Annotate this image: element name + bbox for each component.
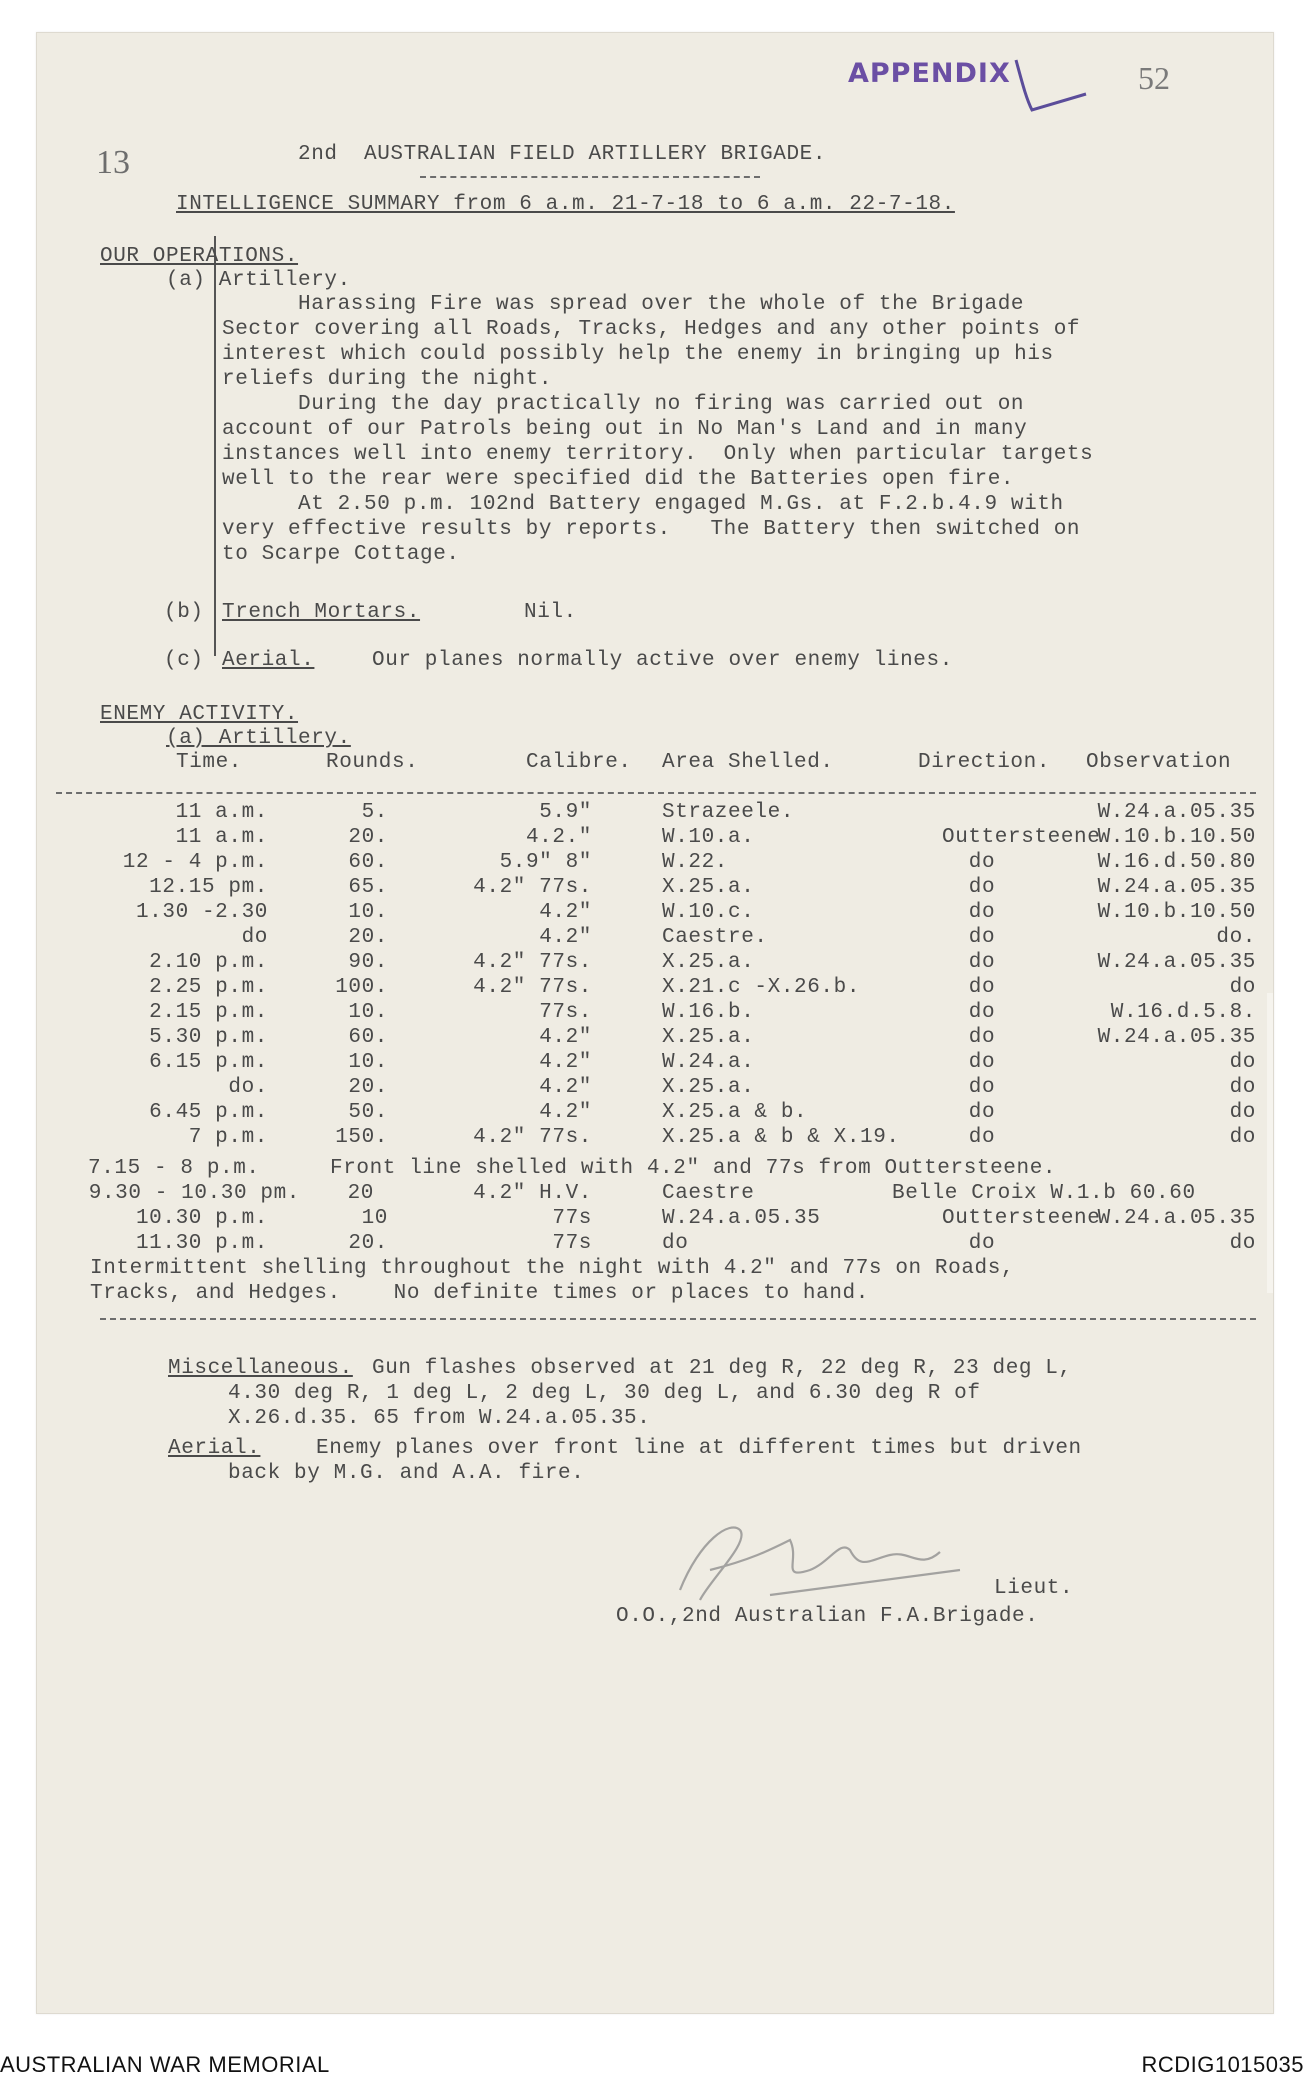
table-cell: do xyxy=(968,1001,996,1024)
table-cell: 20. xyxy=(348,1076,388,1099)
table-cell: do. xyxy=(1216,926,1256,949)
row-715-text: Front line shelled with 4.2" and 77s from Outtersteene. xyxy=(330,1157,1057,1180)
table-cell: Strazeele. xyxy=(662,801,795,824)
table-cell: W.10.a. xyxy=(662,826,755,849)
table-cell: 10. xyxy=(348,1001,388,1024)
table-cell: 4.2" 77s. xyxy=(473,876,592,899)
table-cell: Outtersteene xyxy=(942,1207,1101,1230)
table-cell: 4.2" xyxy=(539,926,592,949)
table-cell: 6.15 p.m. xyxy=(149,1051,268,1074)
table-cell: Outtersteene xyxy=(942,826,1101,849)
table-cell: W.10.c. xyxy=(662,901,755,924)
table-cell: 11 a.m. xyxy=(175,801,268,824)
margin-line xyxy=(214,236,216,656)
enemy-aerial-heading: Aerial. xyxy=(168,1437,261,1460)
aerial-text: Our planes normally active over enemy lines. xyxy=(372,649,953,672)
table-cell: 65. xyxy=(348,876,388,899)
table-cell: 50. xyxy=(348,1101,388,1124)
table-cell: X.25.a & b. xyxy=(662,1101,808,1124)
table-cell: 77s xyxy=(552,1207,592,1230)
table-cell: do xyxy=(241,926,268,949)
table-cell: Belle Croix W.1.b 60.60 xyxy=(892,1182,1196,1205)
table-cell: 60. xyxy=(348,1026,388,1049)
footer-institution: AUSTRALIAN WAR MEMORIAL xyxy=(0,2052,330,2077)
table-bottom-rule xyxy=(100,1318,1256,1320)
table-cell: 150. xyxy=(335,1126,388,1149)
table-cell: 2.10 p.m. xyxy=(149,951,268,974)
aerial-heading: Aerial. xyxy=(222,649,315,672)
table-cell: do xyxy=(1229,1126,1256,1149)
table-cell: X.25.a. xyxy=(662,951,755,974)
table-cell: 12.15 pm. xyxy=(149,876,268,899)
table-cell: 12 - 4 p.m. xyxy=(122,851,268,874)
table-cell: 4.2" xyxy=(539,1076,592,1099)
our-operations-heading: OUR OPERATIONS. xyxy=(100,245,299,268)
table-cell: 4.2" xyxy=(539,1051,592,1074)
table-cell: X.25.a & b & X.19. xyxy=(662,1126,900,1149)
table-cell: 4.2" 77s. xyxy=(473,976,592,999)
table-cell: 10 xyxy=(361,1207,388,1230)
table-cell: X.21.c -X.26.b. xyxy=(662,976,861,999)
table-cell: do xyxy=(968,851,996,874)
table-cell: do xyxy=(662,1232,689,1255)
trench-mortars-heading: Trench Mortars. xyxy=(222,601,421,624)
signature-rank: Lieut. xyxy=(994,1577,1074,1600)
col-calibre: Calibre. xyxy=(526,751,632,774)
table-cell: 9.30 - 10.30 pm. xyxy=(88,1182,300,1205)
table-cell: 11 a.m. xyxy=(175,826,268,849)
table-cell: 20. xyxy=(348,826,388,849)
table-cell: 60. xyxy=(348,851,388,874)
table-cell: Caestre xyxy=(662,1182,755,1205)
table-cell: 5.9" 8" xyxy=(499,851,592,874)
table-cell: do xyxy=(1229,976,1256,999)
table-cell: W.24.a.05.35 xyxy=(1097,876,1256,899)
table-cell: 4.2" xyxy=(539,1026,592,1049)
col-rounds: Rounds. xyxy=(326,751,419,774)
table-cell: do xyxy=(968,951,996,974)
col-area-shelled: Area Shelled. xyxy=(662,751,834,774)
table-cell: do xyxy=(968,1126,996,1149)
table-cell: 2.15 p.m. xyxy=(149,1001,268,1024)
table-cell: W.24.a.05.35 xyxy=(1097,951,1256,974)
table-cell: W.22. xyxy=(662,851,729,874)
table-cell: W.16.b. xyxy=(662,1001,755,1024)
table-cell: 20. xyxy=(348,926,388,949)
table-cell: W.10.b.10.50 xyxy=(1097,901,1256,924)
table-cell: do xyxy=(1229,1076,1256,1099)
table-cell: 4.2" xyxy=(539,901,592,924)
table-cell: 20. xyxy=(348,1232,388,1255)
table-cell: X.25.a. xyxy=(662,876,755,899)
margin-number: 13 xyxy=(96,144,130,181)
signature-unit: O.O.,2nd Australian F.A.Brigade. xyxy=(616,1605,1039,1628)
table-cell: 5.9" xyxy=(539,801,592,824)
table-cell: W.16.d.50.80 xyxy=(1097,851,1256,874)
table-cell: 10. xyxy=(348,901,388,924)
title-underline xyxy=(420,176,760,178)
appendix-number-mark xyxy=(1002,52,1092,122)
table-top-rule xyxy=(56,792,1256,794)
table-cell: do xyxy=(1229,1232,1256,1255)
table-cell: W.10.b.10.50 xyxy=(1097,826,1256,849)
table-cell: do xyxy=(968,1026,996,1049)
our-artillery-heading: (a) Artillery. xyxy=(166,269,351,292)
table-cell: 77s. xyxy=(539,1001,592,1024)
table-cell: 20 xyxy=(347,1182,374,1205)
enemy-activity-heading: ENEMY ACTIVITY. xyxy=(100,703,299,726)
aerial-label: (c) xyxy=(164,649,204,672)
table-cell: 10.30 p.m. xyxy=(135,1207,268,1230)
table-cell: do xyxy=(1229,1051,1256,1074)
table-cell: W.24.a.05.35 xyxy=(1097,801,1256,824)
miscellaneous-heading: Miscellaneous. xyxy=(168,1357,353,1380)
page-number: 52 xyxy=(1138,60,1170,96)
table-cell: 4.2" 77s. xyxy=(473,1126,592,1149)
col-time: Time. xyxy=(176,751,243,774)
table-cell: 5. xyxy=(361,801,388,824)
table-cell: 90. xyxy=(348,951,388,974)
table-cell: W.24.a. xyxy=(662,1051,755,1074)
table-cell: do xyxy=(968,1051,996,1074)
table-cell: do xyxy=(968,976,996,999)
table-cell: 2.25 p.m. xyxy=(149,976,268,999)
table-cell: 1.30 -2.30 xyxy=(135,901,268,924)
table-cell: 4.2." xyxy=(525,826,592,849)
table-cell: W.24.a.05.35 xyxy=(662,1207,821,1230)
table-cell: 4.2" xyxy=(539,1101,592,1124)
enemy-artillery-heading: (a) Artillery. xyxy=(166,727,351,750)
table-cell: do xyxy=(968,926,996,949)
table-cell: X.25.a. xyxy=(662,1026,755,1049)
col-observation: Observation xyxy=(1086,751,1232,774)
trench-mortars-text: Nil. xyxy=(524,601,577,624)
col-direction: Direction. xyxy=(918,751,1051,774)
summary-line: INTELLIGENCE SUMMARY from 6 a.m. 21-7-18 to 6 a.m. 22-7-18. xyxy=(176,193,955,216)
table-cell: 11.30 p.m. xyxy=(135,1232,268,1255)
trench-mortars-label: (b) xyxy=(164,601,204,624)
table-cell: X.25.a. xyxy=(662,1076,755,1099)
table-cell: 4.2" H.V. xyxy=(473,1182,592,1205)
table-cell: do xyxy=(1229,1101,1256,1124)
table-cell: 5.30 p.m. xyxy=(149,1026,268,1049)
footer-reference: RCDIG1015035 xyxy=(1141,2052,1304,2077)
table-cell: W.24.a.05.35 xyxy=(1097,1026,1256,1049)
table-cell: 4.2" 77s. xyxy=(473,951,592,974)
table-cell: do. xyxy=(228,1076,268,1099)
table-cell: 7 p.m. xyxy=(188,1126,268,1149)
table-cell: do xyxy=(968,1076,996,1099)
table-cell: do xyxy=(968,901,996,924)
table-cell: W.24.a.05.35 xyxy=(1097,1207,1256,1230)
table-cell: W.16.d.5.8. xyxy=(1110,1001,1256,1024)
table-cell: Caestre. xyxy=(662,926,768,949)
table-cell: do xyxy=(968,1232,996,1255)
table-cell: do xyxy=(968,1101,996,1124)
appendix-stamp: APPENDIX xyxy=(848,58,1011,89)
table-cell: do xyxy=(968,876,996,899)
paper-fold xyxy=(1267,993,1273,1293)
handwritten-signature xyxy=(640,1500,980,1620)
row-715-time: 7.15 - 8 p.m. xyxy=(88,1157,260,1180)
table-cell: 77s xyxy=(552,1232,592,1255)
document-title: 2nd AUSTRALIAN FIELD ARTILLERY BRIGADE. xyxy=(298,143,827,166)
table-cell: 10. xyxy=(348,1051,388,1074)
table-cell: 100. xyxy=(335,976,388,999)
table-cell: 6.45 p.m. xyxy=(149,1101,268,1124)
